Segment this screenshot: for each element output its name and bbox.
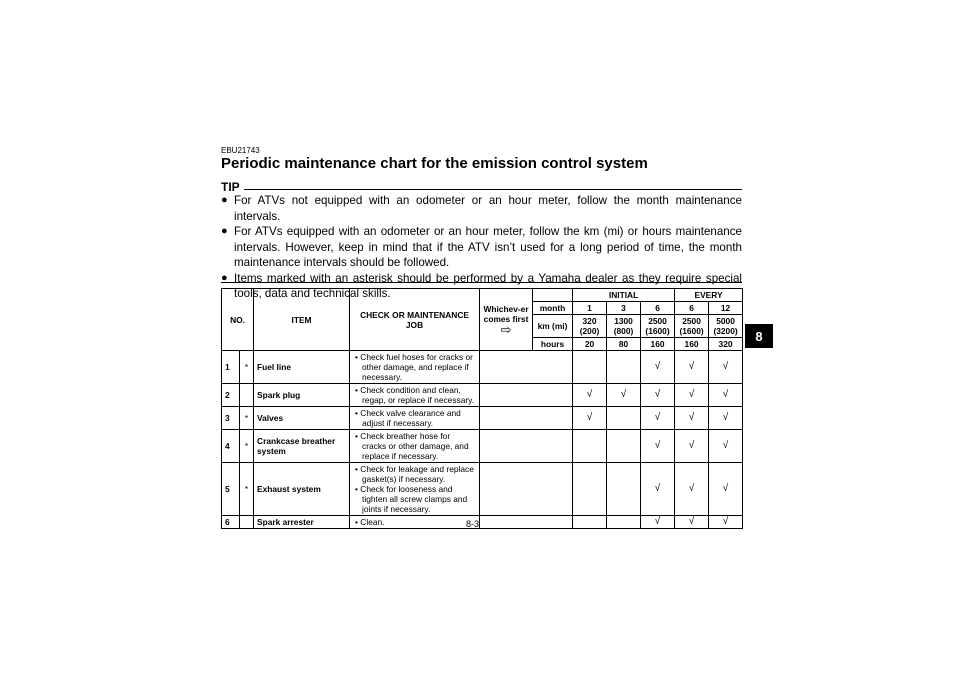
asterisk-mark: [240, 384, 254, 407]
table-row: [222, 351, 743, 384]
asterisk-mark: *: [240, 463, 254, 516]
interval-unit: km (mi): [533, 315, 573, 338]
tip-item: [221, 193, 742, 224]
header-no: NO.: [222, 289, 254, 351]
check-cell: [607, 463, 641, 516]
whichever-cell: [480, 351, 573, 384]
tip-text: For ATVs not equipped with an odometer or an hour meter, follow the month maintenance intervals.: [234, 194, 742, 223]
header-every: EVERY: [675, 289, 743, 302]
check-cell: √: [675, 430, 709, 463]
check-cell: √: [607, 384, 641, 407]
row-number: 2: [222, 384, 240, 407]
maintenance-table: [221, 288, 743, 529]
row-number: 5: [222, 463, 240, 516]
header-whichever: [480, 289, 533, 351]
whichever-label: Whichev-er comes first: [483, 304, 529, 324]
bullet-icon: •: [355, 464, 358, 474]
bullet-icon: ●: [221, 271, 228, 284]
asterisk-mark: *: [240, 351, 254, 384]
table-row: [222, 430, 743, 463]
row-item: Exhaust system: [254, 463, 350, 516]
header-initial: INITIAL: [573, 289, 675, 302]
interval-value: 160: [641, 338, 675, 351]
header-blank: [533, 289, 573, 302]
bullet-icon: •: [355, 352, 358, 362]
check-cell: √: [709, 351, 743, 384]
interval-value: 1300 (800): [607, 315, 641, 338]
whichever-cell: [480, 463, 573, 516]
interval-value: 80: [607, 338, 641, 351]
bullet-icon: ●: [221, 194, 228, 206]
arrow-right-icon: ⇨: [500, 322, 512, 337]
interval-value: 320: [709, 338, 743, 351]
page-number: 8-3: [466, 519, 480, 529]
tip-top-rule: [244, 189, 742, 190]
interval-value: 3: [607, 302, 641, 315]
check-cell: [573, 516, 607, 529]
asterisk-mark: *: [240, 407, 254, 430]
row-job: [350, 407, 480, 430]
job-text: Clean.: [360, 517, 385, 527]
job-text: Check condition and clean, regap, or replace if necessary.: [360, 385, 475, 405]
page-title: Periodic maintenance chart for the emission control system: [221, 155, 648, 172]
whichever-cell: [480, 430, 573, 463]
job-text: Check for looseness and tighten all screw clamps and joints if necessary.: [360, 484, 468, 514]
table-row: [222, 463, 743, 516]
row-job: [350, 430, 480, 463]
bullet-icon: •: [355, 431, 358, 441]
interval-value: 12: [709, 302, 743, 315]
row-job: [350, 463, 480, 516]
check-cell: √: [641, 463, 675, 516]
row-number: 3: [222, 407, 240, 430]
check-cell: [573, 463, 607, 516]
job-line: [353, 408, 476, 428]
job-line: [353, 517, 476, 527]
bullet-icon: •: [355, 408, 358, 418]
row-job: [350, 384, 480, 407]
asterisk-mark: [240, 516, 254, 529]
check-cell: √: [675, 407, 709, 430]
interval-value: 2500 (1600): [641, 315, 675, 338]
job-text: Check fuel hoses for cracks or other damage, and replace if necessary.: [360, 352, 473, 382]
header-item: ITEM: [254, 289, 350, 351]
row-number: 4: [222, 430, 240, 463]
row-item: Fuel line: [254, 351, 350, 384]
tip-header: [221, 180, 742, 194]
check-cell: [607, 516, 641, 529]
check-cell: [607, 430, 641, 463]
interval-value: 6: [675, 302, 709, 315]
whichever-cell: [480, 407, 573, 430]
interval-value: 1: [573, 302, 607, 315]
check-cell: √: [641, 384, 675, 407]
row-number: 1: [222, 351, 240, 384]
tip-bottom-rule: [221, 282, 742, 283]
table-row: [222, 516, 743, 529]
check-cell: √: [573, 407, 607, 430]
row-item: Spark plug: [254, 384, 350, 407]
bullet-icon: ●: [221, 225, 228, 237]
check-cell: √: [709, 516, 743, 529]
tip-item: [221, 224, 742, 271]
check-cell: √: [641, 430, 675, 463]
job-line: [353, 484, 476, 514]
job-line: [353, 431, 476, 461]
interval-value: 6: [641, 302, 675, 315]
row-item: Spark arrester: [254, 516, 350, 529]
check-cell: √: [709, 384, 743, 407]
whichever-cell: [480, 516, 573, 529]
header-row: [222, 289, 743, 302]
table-row: [222, 407, 743, 430]
job-line: [353, 352, 476, 382]
bullet-icon: •: [355, 517, 358, 527]
check-cell: [573, 430, 607, 463]
check-cell: √: [641, 407, 675, 430]
interval-value: 5000 (3200): [709, 315, 743, 338]
tip-list: [221, 193, 742, 302]
whichever-cell: [480, 384, 573, 407]
row-item: Crankcase breather system: [254, 430, 350, 463]
check-cell: [607, 407, 641, 430]
chapter-tab: 8: [745, 324, 773, 348]
interval-value: 160: [675, 338, 709, 351]
header-job: CHECK OR MAINTENANCE JOB: [350, 289, 480, 351]
check-cell: √: [675, 516, 709, 529]
check-cell: [573, 351, 607, 384]
row-number: 6: [222, 516, 240, 529]
interval-value: 20: [573, 338, 607, 351]
job-line: [353, 385, 476, 405]
bullet-icon: •: [355, 385, 358, 395]
check-cell: √: [675, 463, 709, 516]
job-text: Check for leakage and replace gasket(s) if necessary.: [360, 464, 474, 484]
check-cell: √: [675, 384, 709, 407]
check-cell: √: [709, 430, 743, 463]
tip-label: TIP: [221, 180, 240, 194]
row-job: [350, 516, 480, 529]
interval-unit: hours: [533, 338, 573, 351]
tip-text: For ATVs equipped with an odometer or an hour meter, follow the km (mi) or hours maintenance intervals. However, keep in mind that if the ATV isn’t used for a long period of time, the month maintenance intervals should be followed.: [234, 225, 742, 269]
check-cell: √: [709, 463, 743, 516]
job-text: Check valve clearance and adjust if necessary.: [360, 408, 461, 428]
bullet-icon: •: [355, 484, 358, 494]
interval-unit: month: [533, 302, 573, 315]
doc-code: EBU21743: [221, 146, 260, 155]
interval-value: 320 (200): [573, 315, 607, 338]
row-item: Valves: [254, 407, 350, 430]
check-cell: √: [709, 407, 743, 430]
interval-value: 2500 (1600): [675, 315, 709, 338]
check-cell: √: [573, 384, 607, 407]
check-cell: √: [641, 516, 675, 529]
table-row: [222, 384, 743, 407]
tip-text: Items marked with an asterisk should be performed by a Yamaha dealer as they require special tools, data and technical skills.: [234, 271, 742, 300]
job-text: Check breather hose for cracks or other damage, and replace if necessary.: [360, 431, 469, 461]
asterisk-mark: *: [240, 430, 254, 463]
job-line: [353, 464, 476, 484]
check-cell: [607, 351, 641, 384]
check-cell: √: [641, 351, 675, 384]
row-job: [350, 351, 480, 384]
check-cell: √: [675, 351, 709, 384]
